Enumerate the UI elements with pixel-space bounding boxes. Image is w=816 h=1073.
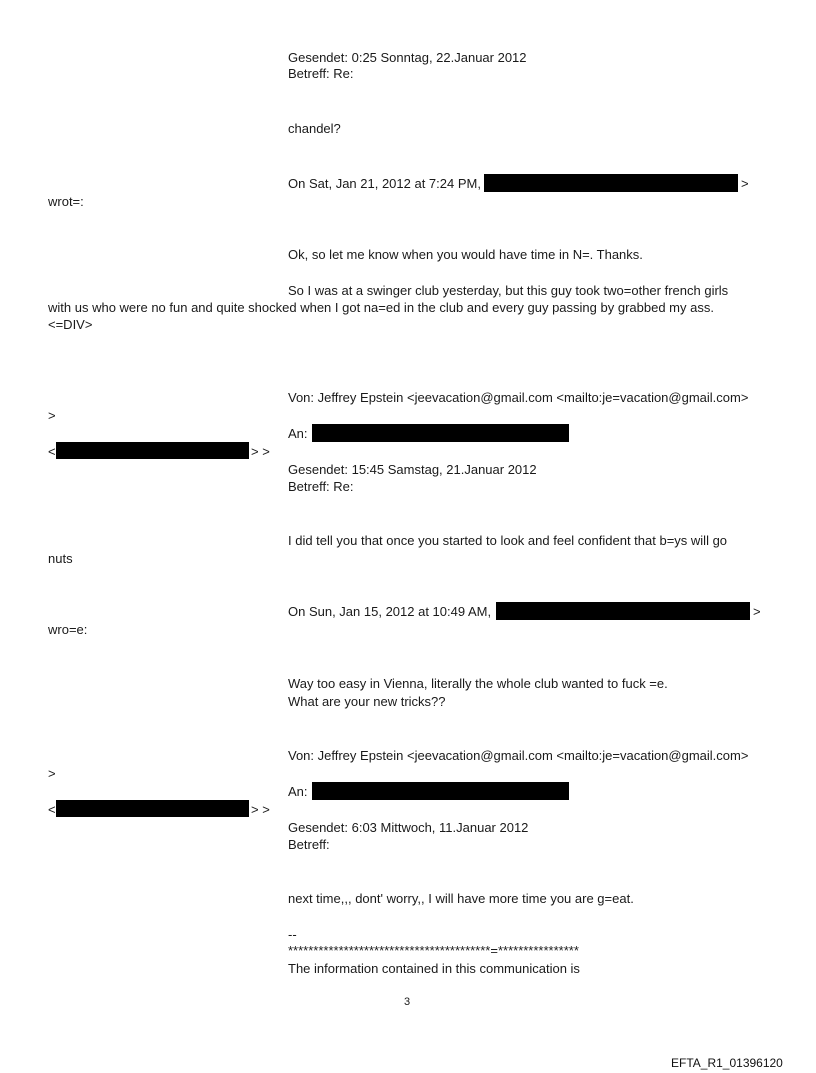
to-line-2-cont-start: < bbox=[48, 802, 56, 817]
message-text: <=DIV> bbox=[48, 317, 93, 332]
sent-line-2: Gesendet: 15:45 Samstag, 21.Januar 2012 bbox=[288, 462, 537, 477]
from-line-2-cont: > bbox=[48, 766, 56, 781]
quote-header-1-cont: wrot=: bbox=[48, 194, 84, 209]
message-text: chandel? bbox=[288, 121, 341, 136]
message-text: nuts bbox=[48, 551, 73, 566]
to-line-1: An: bbox=[288, 426, 308, 441]
to-line-2: An: bbox=[288, 784, 308, 799]
redaction-bar bbox=[56, 800, 249, 817]
subject-line-3: Betreff: bbox=[288, 837, 330, 852]
disclaimer-text: The information contained in this communication is bbox=[288, 961, 580, 976]
subject-line-2: Betreff: Re: bbox=[288, 479, 354, 494]
message-text: with us who were no fun and quite shocked when I got na=ed in the club and every guy passing by grabbed my ass. bbox=[48, 300, 714, 315]
to-line-2-cont-end: > > bbox=[251, 802, 270, 817]
message-text: So I was at a swinger club yesterday, but this guy took two=other french girls bbox=[288, 283, 729, 298]
redaction-bar bbox=[484, 174, 738, 192]
asterisk-rule: ****************************************=**************** bbox=[288, 943, 579, 958]
redaction-bar bbox=[56, 442, 249, 459]
redaction-bar bbox=[312, 424, 569, 442]
from-line-2: Von: Jeffrey Epstein <jeevacation@gmail.com <mailto:je=vacation@gmail.com> bbox=[288, 748, 749, 763]
page-number: 3 bbox=[404, 996, 411, 1008]
quote-header-1-end: > bbox=[741, 176, 749, 191]
quote-header-1: On Sat, Jan 21, 2012 at 7:24 PM, bbox=[288, 176, 481, 191]
to-line-1-cont-start: < bbox=[48, 444, 56, 459]
sent-line-1: Gesendet: 0:25 Sonntag, 22.Januar 2012 bbox=[288, 50, 527, 65]
redaction-bar bbox=[312, 782, 569, 800]
document-id: EFTA_R1_01396120 bbox=[671, 1056, 783, 1070]
quote-header-2-cont: wro=e: bbox=[48, 622, 88, 637]
redaction-bar bbox=[496, 602, 750, 620]
subject-line-1: Betreff: Re: bbox=[288, 66, 354, 81]
from-line-1-cont: > bbox=[48, 408, 56, 423]
message-text: Ok, so let me know when you would have time in N=. Thanks. bbox=[288, 247, 643, 262]
signature-separator: -- bbox=[288, 927, 297, 942]
from-line-1: Von: Jeffrey Epstein <jeevacation@gmail.com <mailto:je=vacation@gmail.com> bbox=[288, 390, 749, 405]
message-text: What are your new tricks?? bbox=[288, 694, 446, 709]
sent-line-3: Gesendet: 6:03 Mittwoch, 11.Januar 2012 bbox=[288, 820, 529, 835]
quote-header-2-end: > bbox=[753, 604, 761, 619]
quote-header-2: On Sun, Jan 15, 2012 at 10:49 AM, bbox=[288, 604, 492, 619]
to-line-1-cont-end: > > bbox=[251, 444, 270, 459]
message-text: Way too easy in Vienna, literally the whole club wanted to fuck =e. bbox=[288, 676, 668, 691]
message-text: I did tell you that once you started to look and feel confident that b=ys will go bbox=[288, 533, 728, 548]
message-text: next time,,, dont' worry,, I will have more time you are g=eat. bbox=[288, 891, 634, 906]
